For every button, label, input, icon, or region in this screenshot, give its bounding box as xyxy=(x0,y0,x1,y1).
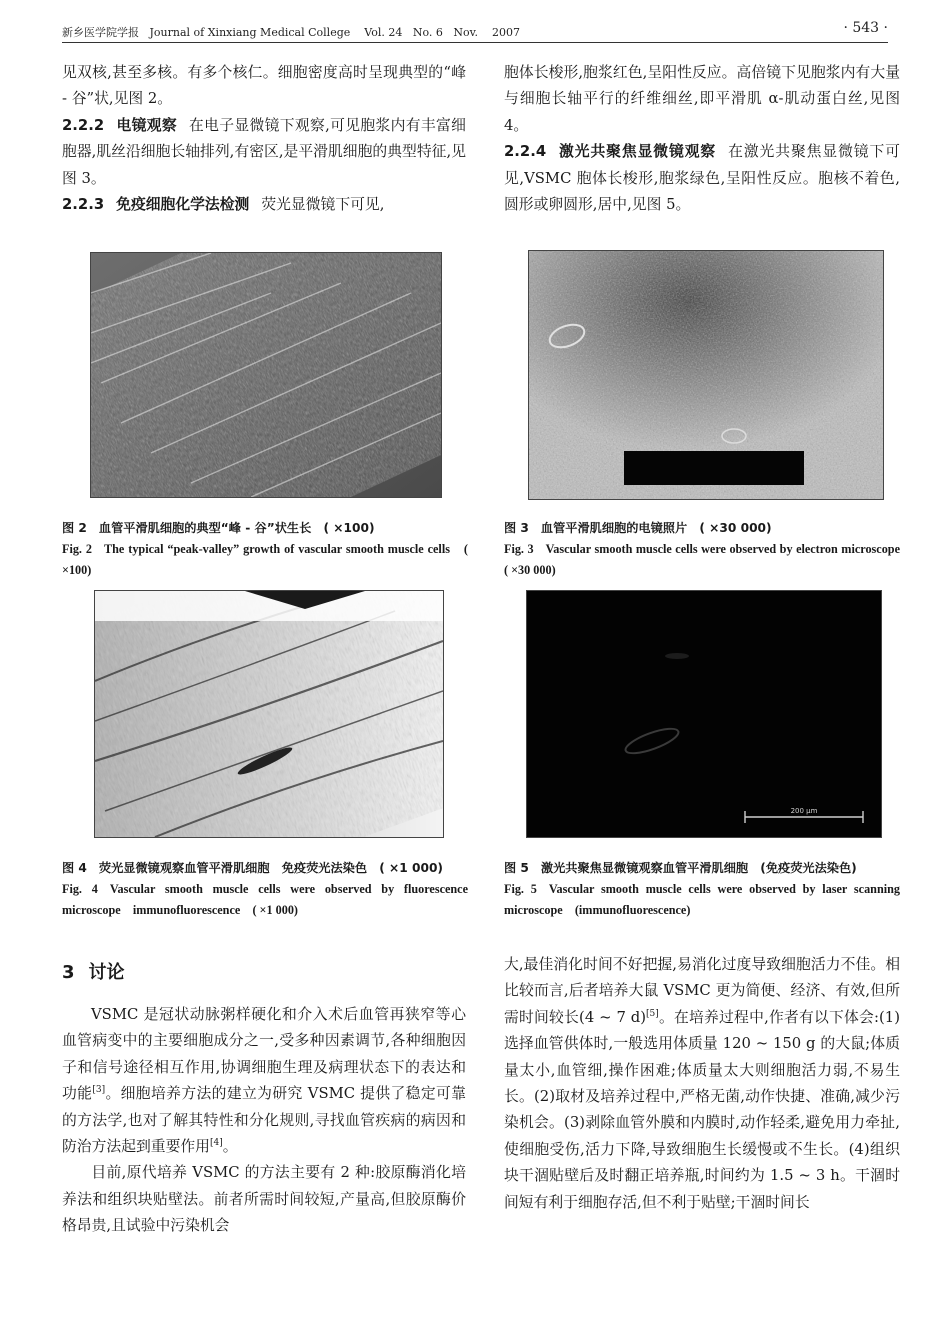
discussion-p1-c: 。 xyxy=(222,1138,238,1156)
running-header xyxy=(62,20,888,43)
discussion-right-text xyxy=(504,952,900,1216)
fig2-cn-label: 图 2 xyxy=(62,521,87,535)
discussion-right-p1-a: 大,最佳消化时间不好把握,易消化过度导致细胞活力不佳。相比较而言,后者培养大鼠 VSMC 更为简便、经济、有效,但所需时间较长(4 ~ 7 d) xyxy=(504,956,900,1026)
page-number: · 543 · xyxy=(843,20,888,36)
paragraph-continued: 见双核,甚至多核。有多个核仁。细胞密度高时呈现典型的“峰 - 谷”状,见图 2。 xyxy=(62,64,466,108)
fig5-cn-label: 图 5 xyxy=(504,861,529,875)
section-3-number: 3 xyxy=(62,962,75,983)
journal-cn: 新乡医学院学报 xyxy=(62,26,139,39)
section-3-title: 讨论 xyxy=(88,962,125,983)
volume: Vol. 24 xyxy=(364,26,403,39)
section-2-2-2-number: 2.2.2 xyxy=(62,116,105,134)
section-3-heading xyxy=(62,958,125,984)
paragraph-continued-right: 胞体长梭形,胞浆红色,呈阳性反应。高倍镜下见胞浆内有大量与细胞长轴平行的纤维细丝,即平滑肌 α-肌动蛋白丝,见图 4。 xyxy=(504,64,900,134)
fig4-en-label: Fig. 4 xyxy=(62,882,98,896)
figure-3-image xyxy=(528,250,884,500)
confocal-micrograph xyxy=(527,591,881,837)
fig3-cn-text: 血管平滑肌细胞的电镜照片 ( ×30 000) xyxy=(540,521,772,535)
issue-number: No. 6 xyxy=(412,26,443,39)
fig3-cn-label: 图 3 xyxy=(504,521,529,535)
figure-2-caption xyxy=(62,518,468,581)
fig4-en-text: Vascular smooth muscle cells were observed by fluorescence microscope immunofluorescence ( ×1 000) xyxy=(62,882,468,917)
scale-bar-label: 200 μm xyxy=(790,807,818,815)
ref-3: [3] xyxy=(92,1085,106,1096)
header-journal xyxy=(62,24,520,40)
fig3-en-text: Vascular smooth muscle cells were observed by electron microscope ( ×30 000) xyxy=(504,542,913,577)
figure-5-image xyxy=(526,590,882,838)
section-2-2-4-text: 在激光共聚焦显微镜下可见,VSMC 胞体长梭形,胞浆绿色,呈阳性反应。胞核不着色,圆形或卵圆形,居中,见图 5。 xyxy=(504,143,900,214)
figure-4-image xyxy=(94,590,444,838)
discussion-p1-b: 。细胞培养方法的建立为研究 VSMC 提供了稳定可靠的方法学,也对了解其特性和分化规则,寻找血管疾病的病因和防治方法起到重要作用 xyxy=(62,1085,466,1156)
fig5-cn-text: 激光共聚焦显微镜观察血管平滑肌细胞 (免疫荧光法染色) xyxy=(540,861,857,875)
discussion-p2: 目前,原代培养 VSMC 的方法主要有 2 种:胶原酶消化培养法和组织块贴壁法。前者所需时间较短,产量高,但胶原酶价格昂贵,且试验中污染机会 xyxy=(62,1164,466,1235)
fig4-cn-label: 图 4 xyxy=(62,861,87,875)
month: Nov. xyxy=(453,26,479,39)
fluorescence-micrograph xyxy=(95,591,443,837)
figure-2-image xyxy=(90,252,442,498)
section-2-2-4-number: 2.2.4 xyxy=(504,143,547,161)
section-2-2-3-text: 荧光显微镜下可见, xyxy=(261,196,385,214)
fig2-en-text: The typical “peak-valley” growth of vascular smooth muscle cells ( ×100) xyxy=(62,542,468,577)
micrograph-peak-valley xyxy=(91,253,441,497)
fig4-cn-text: 荧光显微镜观察血管平滑肌细胞 免疫荧光法染色 ( ×1 000) xyxy=(98,861,443,875)
section-2-2-3-title: 免疫细胞化学法检测 xyxy=(116,196,250,214)
discussion-right-p1-b: 。在培养过程中,作者有以下体会:(1)选择血管供体时,一般选用体质量 120 ~ 150 g 的大鼠;体质量太小,血管细,操作困难;体质量太大则细胞活力弱,不易生长。(2)取材及培养过程中,严格无菌,动作快捷、准确,减少污染机会。(3)剥除血管外膜和内膜时,动作轻柔,避免用力牵扯,使细胞受伤,活力下降,导致细胞生长缓慢或不生长。(4)组织块干涸贴壁后及时翻正培养瓶,时间约为 1.5 ~ 3 h。干涸时间短有利于细胞存活,但不利于贴壁;干涸时间长 xyxy=(504,1008,900,1211)
fig5-en-label: Fig. 5 xyxy=(504,882,537,896)
journal-en: Journal of Xinxiang Medical College xyxy=(149,26,351,39)
fig2-cn-text: 血管平滑肌细胞的典型“峰 - 谷”状生长 ( ×100) xyxy=(98,521,375,535)
figure-3-caption xyxy=(504,518,913,581)
year: 2007 xyxy=(492,26,521,39)
fig5-en-text: Vascular smooth muscle cells were observed by laser scanning microscope (immunofluorescence) xyxy=(504,882,900,917)
figure-5-caption xyxy=(504,858,900,921)
figure-4-caption xyxy=(62,858,468,921)
electron-micrograph xyxy=(529,251,883,499)
left-top-text xyxy=(62,60,466,218)
section-2-2-4-title: 激光共聚焦显微镜观察 xyxy=(558,143,717,161)
discussion-left-text xyxy=(62,1002,466,1240)
section-2-2-2-title: 电镜观察 xyxy=(116,116,177,134)
section-2-2-3-number: 2.2.3 xyxy=(62,196,105,214)
ref-4: [4] xyxy=(209,1138,223,1149)
fig3-en-label: Fig. 3 xyxy=(504,542,534,556)
fig2-en-label: Fig. 2 xyxy=(62,542,93,556)
discussion-p1-a: VSMC 是冠状动脉粥样硬化和介入术后血管再狭窄等心血管病变中的主要细胞成分之一,受多种因素调节,各种细胞因子和信号途径相互作用,协调细胞生理及病理状态下的表达和功能 xyxy=(62,1006,466,1103)
section-2-2-2-text: 在电子显微镜下观察,可见胞浆内有丰富细胞器,肌丝沿细胞长轴排列,有密区,是平滑肌细胞的典型特征,见图 3。 xyxy=(62,116,466,187)
ref-5: [5] xyxy=(646,1008,659,1019)
right-top-text xyxy=(504,60,900,218)
